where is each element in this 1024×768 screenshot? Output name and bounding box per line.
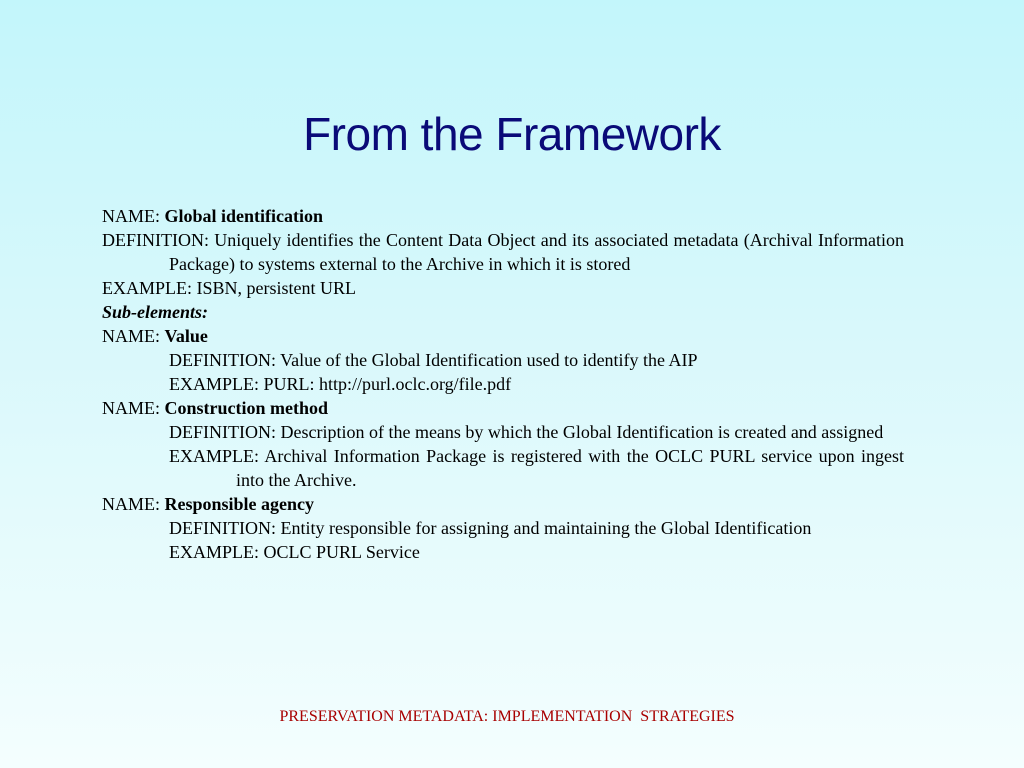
slide-footer: PRESERVATION METADATA: IMPLEMENTATION STRATEGIES [279, 708, 735, 725]
name-value: Responsible agency [164, 494, 315, 514]
sub-element-definition: DEFINITION: Entity responsible for assigning and maintaining the Global Identification [169, 518, 812, 538]
sub-element-example: EXAMPLE: Archival Information Package is registered with the OCLC PURL service upon ingest into the Archive. [169, 446, 904, 490]
sub-element-definition: DEFINITION: Value of the Global Identification used to identify the AIP [169, 350, 698, 370]
name-label: NAME: [102, 494, 165, 514]
element-example: EXAMPLE: ISBN, persistent URL [102, 278, 356, 298]
sub-element-name [102, 396, 904, 420]
name-value: Construction method [164, 398, 329, 418]
slide-title: From the Framework [303, 108, 721, 160]
sub-element-name [102, 492, 904, 516]
element-definition: DEFINITION: Uniquely identifies the Content Data Object and its associated metadata (Archival Information Package) to systems external to the Archive in which it is stored [102, 230, 904, 274]
name-label: NAME: [102, 326, 165, 346]
sub-element-name [102, 324, 904, 348]
sub-element-example: EXAMPLE: OCLC PURL Service [169, 542, 420, 562]
name-label: NAME: [102, 206, 165, 226]
slide-body [102, 204, 904, 564]
name-value: Global identification [164, 206, 324, 226]
sub-elements-heading: Sub-elements: [102, 302, 208, 322]
name-value: Value [164, 326, 208, 346]
sub-element-definition: DEFINITION: Description of the means by which the Global Identification is created and assigned [169, 422, 884, 442]
sub-element-example: EXAMPLE: PURL: http://purl.oclc.org/file.pdf [169, 374, 512, 394]
element-name [102, 204, 904, 228]
name-label: NAME: [102, 398, 165, 418]
